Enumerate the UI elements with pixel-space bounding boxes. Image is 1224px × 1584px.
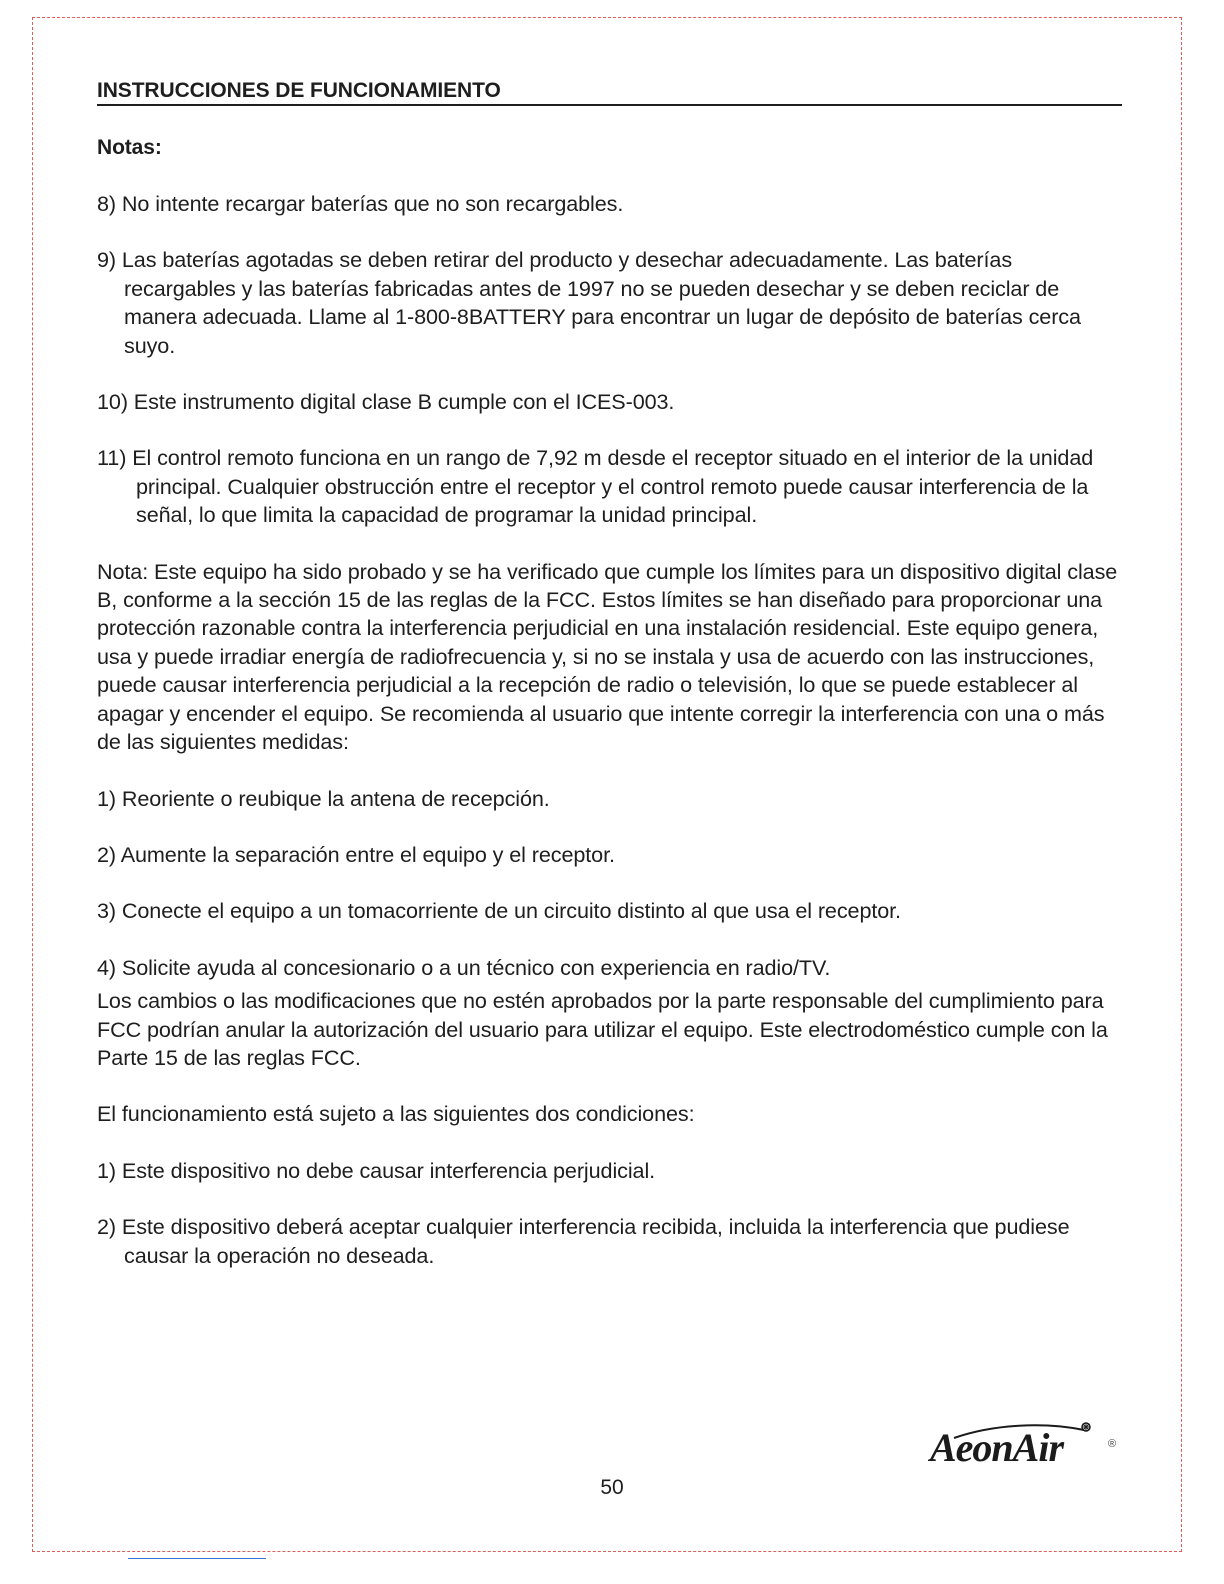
measure-item-4: 4) Solicite ayuda al concesionario o a un técnico con experiencia en radio/TV. <box>97 954 831 980</box>
conditions-intro: El funcionamiento está sujeto a las siguientes dos condiciones: <box>97 1101 695 1127</box>
document-body <box>97 78 1122 1270</box>
note-item-8: 8) No intente recargar baterías que no son recargables. <box>97 191 624 216</box>
registered-mark: ® <box>1108 1438 1117 1450</box>
condition-item-1: 1) Este dispositivo no debe causar interferencia perjudicial. <box>97 1157 656 1183</box>
note-item-10: 10) Este instrumento digital clase B cumple con el ICES-003. <box>97 389 675 415</box>
section-heading: INSTRUCCIONES DE FUNCIONAMIENTO <box>97 78 1122 106</box>
fcc-note: Nota: Este equipo ha sido probado y se ha verificado que cumple los límites para un dispositivo digital clase B, conforme a la sección 15 de las reglas de la FCC. Estos límites se han diseñado para proporcionar una protección razonable contra la interferencia perjudicial en una instalación residencial. Este equipo genera, usa y puede irradiar energía de radiofrecuencia y, si no se instala y usa de acuerdo con las instrucciones, puede causar interferencia perjudicial a la recepción de radio o televisión, lo que se puede establecer al apagar y encender el equipo. Se recomienda al usuario que intente corregir la interferencia con una o más de las siguientes medidas: <box>97 558 1118 755</box>
condition-item-2: 2) Este dispositivo deberá aceptar cualquier interferencia recibida, incluida la interferencia que pudiese causar la operación no deseada. <box>97 1214 1070 1268</box>
note-item-11: 11) El control remoto funciona en un rango de 7,92 m desde el receptor situado en el interior de la unidad principal. Cualquier obstrucción entre el receptor y el control remoto puede causar interferencia de la señal, lo que limita la capacidad de programar la unidad principal. <box>97 445 1094 528</box>
notes-label: Notas: <box>97 136 162 159</box>
changes-note: Los cambios o las modificaciones que no estén aprobados por la parte responsable del cumplimiento para FCC podrían anular la autorización del usuario para utilizar el equipo. Este electrodoméstico cumple con la Parte 15 de las reglas FCC. <box>97 988 1108 1070</box>
aeonair-logo <box>930 1418 1120 1474</box>
measure-item-3: 3) Conecte el equipo a un tomacorriente de un circuito distinto al que usa el receptor. <box>97 898 901 924</box>
logo-wordmark: AeonAir <box>930 1425 1064 1470</box>
page-number: 50 <box>600 1476 624 1499</box>
measure-item-2: 2) Aumente la separación entre el equipo y el receptor. <box>97 841 615 867</box>
measure-item-1: 1) Reoriente o reubique la antena de recepción. <box>97 785 550 811</box>
footer-underline <box>128 1558 266 1559</box>
note-item-9: 9) Las baterías agotadas se deben retirar del producto y desechar adecuadamente. Las baterías recargables y las baterías fabricadas antes de 1997 no se pueden desechar y se deben reciclar de manera adecuada. Llame al 1-800-8BATTERY para encontrar un lugar de depósito de baterías cerca suyo. <box>97 247 1081 358</box>
